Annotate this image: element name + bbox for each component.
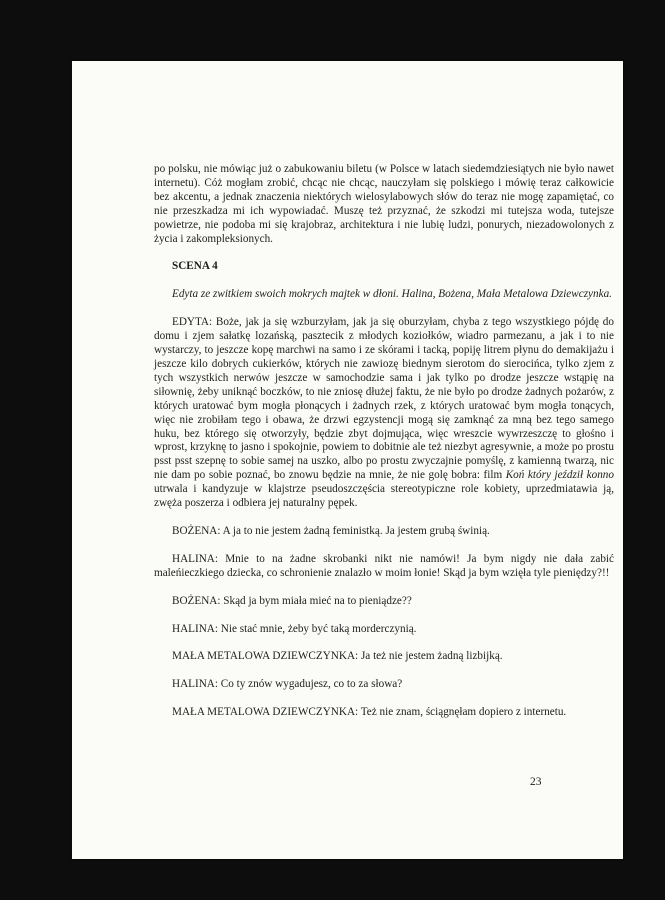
dialogue-line: BOŻENA: A ja to nie jestem żadną feministką. Ja jestem grubą świnią.	[172, 524, 490, 537]
document-page	[72, 61, 623, 859]
dialogue-line: HALINA: Co ty znów wygadujesz, co to za słowa?	[172, 678, 403, 691]
page-number: 23	[530, 776, 542, 788]
dialogue-line: BOŻENA: Skąd ja bym miała mieć na to pieniądze??	[172, 594, 412, 607]
edyta-text-after: utrwala i kandyzuje w klajstrze pseudoszczęścia stereotypiczne role kobiety, uprzedmiatawia ją, zwęża poszerza i odbiera jej naturalny pępek.	[154, 483, 614, 510]
dialogue-line: HALINA: Mnie to na żadne skrobanki nikt nie namówi! Ja bym nigdy nie dała zabić maleńieczkiego dziecka, co schronienie znalazło w moim łonie! Skąd ja bym wzięła tyle pieniędzy?!!	[154, 552, 614, 579]
film-title: Koń który jeździł konno	[505, 469, 614, 482]
stage-direction: Edyta ze zwitkiem swoich mokrych majtek w dłoni. Halina, Bożena, Mała Metalowa Dziewczynka.	[172, 288, 612, 301]
page-content	[154, 163, 614, 720]
edyta-monologue	[154, 316, 614, 511]
dialogue-line: MAŁA METALOWA DZIEWCZYNKA: Ja też nie jestem żadną lizbijką.	[172, 650, 503, 663]
dialogue-line: MAŁA METALOWA DZIEWCZYNKA: Też nie znam, ściągnęłam dopiero z internetu.	[172, 706, 567, 719]
edyta-text-before: EDYTA: Boże, jak ja się wzburzyłam, jak ja się oburzyłam, chyba z tego wszystkiego pójdę do domu i zjem sałatkę lozańską, pasztecik z młodych koziołków, wiadro parmezanu, a jak i to nie wystarczy, to jeszcze kopę marchwi na samo i ze skórami i tacką, popiję litrem płynu do demakijażu i jeszcze kilo dobrych cukierków, których nie zawiozę biednym sierotom do sierocińca, tylko zjem z tych wszystkich nerwów jeszcze w samochodzie sama i jak tylko po drodze jeszcze wstąpię na siłownię, żeby uniknąć boczków, to nie zniosę dłużej faktu, że nie było po drodze żadnych pożarów, z których uratować bym mogła płonących i żadnych rzek, z których uratować bym mogła tonących, więc nie zrobiłam tego i obawa, że drzwi egzystencji mogą się zamknąć za mną bez tego samego huku, bez którego się otworzyły, będzie zbyt dojmująca, więc wreszcie wywrzeszczę to głośno i wprost, krzyknę to jasno i spokojnie, powiem to dobitnie ale też niezbyt agresywnie, a może po prostu psst psst szepnę to sobie samej na uszko, albo po prostu zwyczajnie pomyślę, z kamienną twarzą, nic nie dam po sobie poznać, bo znowu będzie na mnie, że nie golę bobra: film	[154, 316, 614, 482]
scene-heading: SCENA 4	[172, 260, 218, 273]
dialogue-line: HALINA: Nie stać mnie, żeby być taką morderczynią.	[172, 622, 417, 635]
intro-paragraph: po polsku, nie mówiąc już o zabukowaniu biletu (w Polsce w latach siedemdziesiątych nie było nawet internetu). Cóż mogłam zrobić, chcąc nie chcąc, nauczyłam się polskiego i mówię teraz całkowicie bez akcentu, a jednak znaczenia niektórych wielosylabowych słów do teraz nie mogę zapamiętać, co nie przeszkadza mi ich wypowiadać. Muszę też przyznać, że szkodzi mi tutejsza woda, tutejsze powietrze, nie podoba mi się krajobraz, architektura i nie lubię ludzi, ponurych, niezadowolonych z życia i zakompleksionych.	[154, 163, 614, 245]
